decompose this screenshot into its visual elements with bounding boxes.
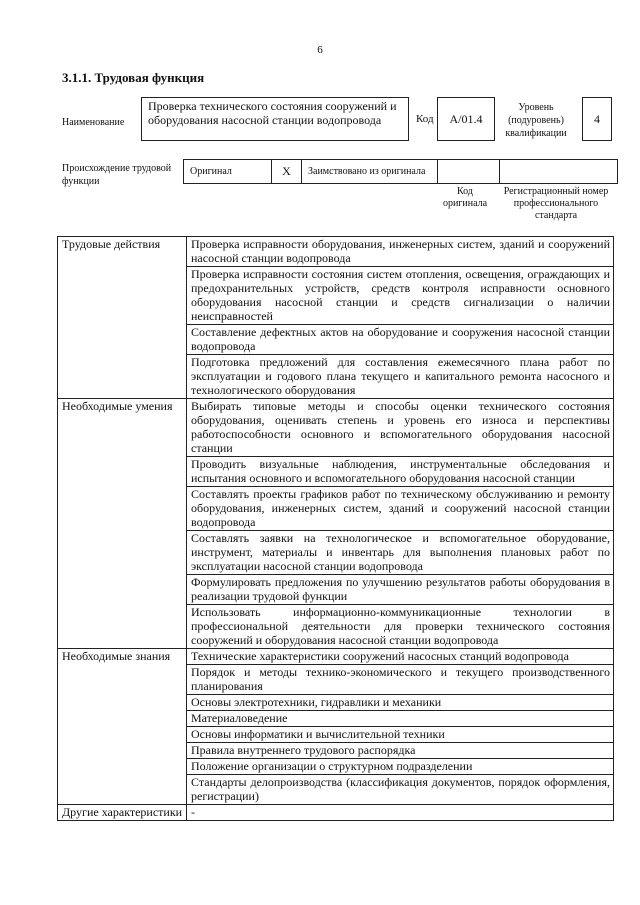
knowledge-item: Основы информатики и вычислительной техники [187, 727, 614, 743]
skill-item: Использовать информационно-коммуникационные технологии в профессиональной деятельности для проверки технического состояния сооружений и оборудования насосной станции водопровода [187, 605, 614, 649]
skills-title: Необходимые умения [58, 399, 187, 649]
original-label-cell: Оригинал [184, 160, 272, 184]
knowledge-item: Стандарты делопроизводства (классификация документов, порядок оформления, регистрации) [187, 775, 614, 805]
reg-number-cell [500, 160, 618, 184]
code-value-box: A/01.4 [437, 97, 495, 141]
labor-actions-title: Трудовые действия [58, 237, 187, 399]
other-characteristics-value: - [187, 805, 614, 821]
name-label: Наименование [62, 117, 125, 128]
knowledge-item: Основы электротехники, гидравлики и механики [187, 695, 614, 711]
skill-item: Формулировать предложения по улучшению результатов работы оборудования в реализации трудовой функции [187, 575, 614, 605]
origin-label: Происхождение трудовой функции [62, 163, 172, 187]
section-title: 3.1.1. Трудовая функция [62, 70, 205, 85]
labor-function-table [57, 236, 614, 821]
skill-item: Проводить визуальные наблюдения, инструментальные обследования и испытания основного и вспомогательного оборудования насосной станции [187, 457, 614, 487]
knowledge-item: Положение организации о структурном подразделении [187, 759, 614, 775]
origin-table [183, 159, 618, 184]
reg-number-caption: Регистрационный номер профессионального стандарта [503, 186, 609, 221]
labor-action-item: Проверка исправности оборудования, инженерных систем, зданий и сооружений насосной станции водопровода [187, 237, 614, 267]
code-label: Код [416, 113, 434, 125]
level-label: Уровень (подуровень) квалификации [505, 102, 567, 139]
skill-item: Составлять проекты графиков работ по техническому обслуживанию и ремонту оборудования, инженерных систем, зданий и сооружений насосной станции водопровода [187, 487, 614, 531]
skill-item: Составлять заявки на технологическое и вспомогательное оборудование, инструмент, материалы и инвентарь для выполнения плановых работ по эксплуатации насосной станции водопровода [187, 531, 614, 575]
original-code-caption: Код оригинала [442, 186, 488, 209]
original-code-cell [438, 160, 500, 184]
skill-item: Выбирать типовые методы и способы оценки технического состояния оборудования, оценивать степень и уровень его износа и перспективы работоспособности основного и вспомогательного оборудования насосной станции [187, 399, 614, 457]
borrowed-label-cell: Заимствовано из оригинала [302, 160, 438, 184]
labor-action-item: Составление дефектных актов на оборудование и сооружения насосной станции водопровода [187, 325, 614, 355]
labor-action-item: Проверка исправности состояния систем отопления, освещения, ограждающих и предохранительных устройств, средств контроля исправности основного оборудования насосной станции и средств сигнализации о наличии неисправностей [187, 267, 614, 325]
knowledge-item: Правила внутреннего трудового распорядка [187, 743, 614, 759]
original-mark-cell: X [272, 160, 302, 184]
knowledge-item: Материаловедение [187, 711, 614, 727]
knowledge-item: Технические характеристики сооружений насосных станций водопровода [187, 649, 614, 665]
page-number: 6 [317, 44, 323, 56]
labor-action-item: Подготовка предложений для составления ежемесячного плана работ по эксплуатации и годового плана текущего и капитального ремонта насосного и технологического оборудования [187, 355, 614, 399]
function-name-box: Проверка технического состояния сооружений и оборудования насосной станции водопровода [141, 97, 409, 141]
other-characteristics-title: Другие характеристики [58, 805, 187, 821]
level-value-box: 4 [582, 97, 612, 141]
knowledge-title: Необходимые знания [58, 649, 187, 805]
knowledge-item: Порядок и методы технико-экономического и текущего производственного планирования [187, 665, 614, 695]
